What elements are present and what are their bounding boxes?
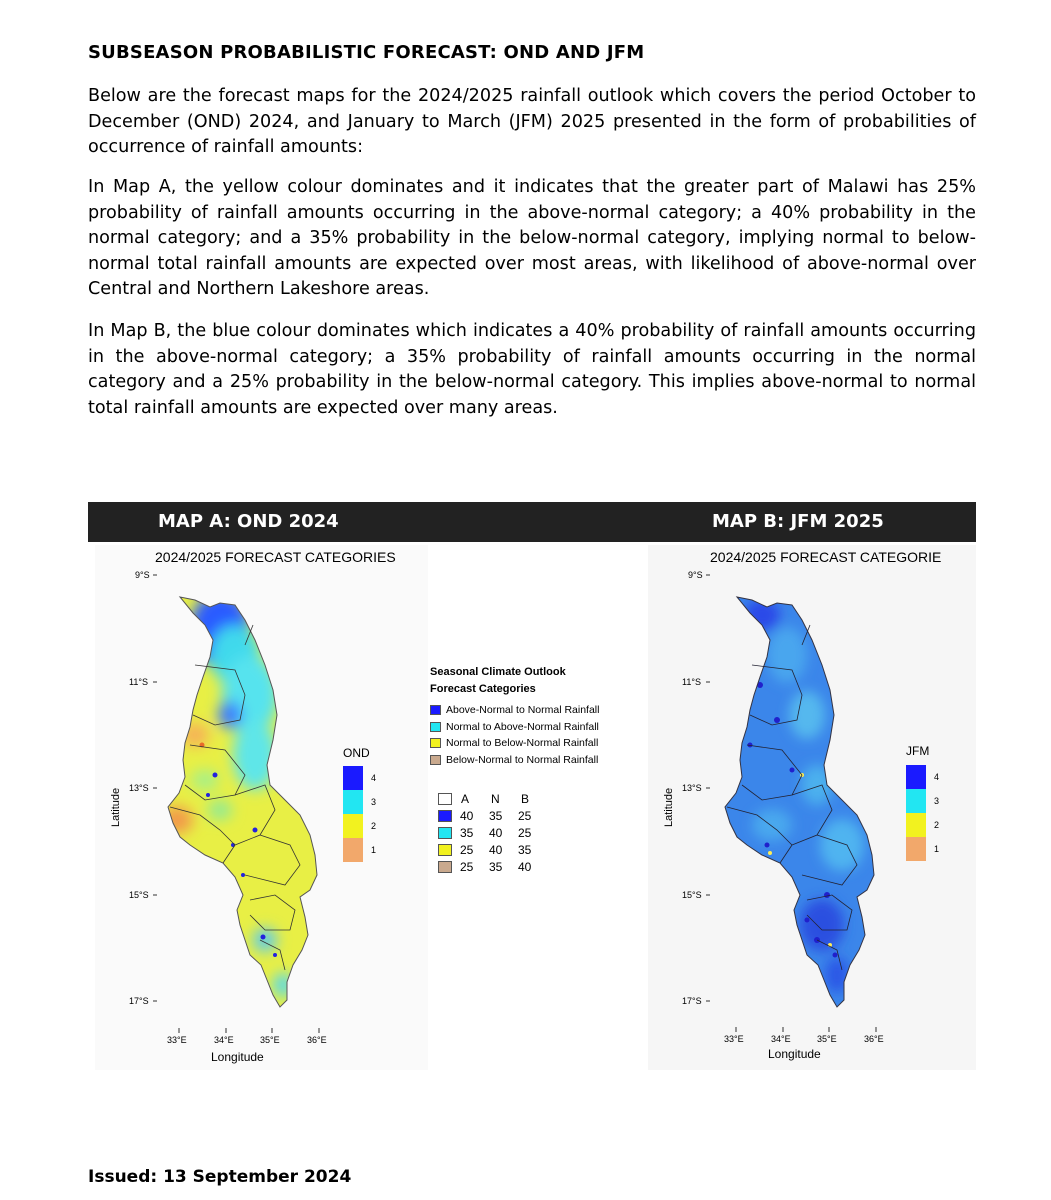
map-a-legend-title: OND	[343, 746, 370, 760]
lat-tick: 15°S	[682, 890, 702, 900]
legend-value: 1	[371, 845, 377, 855]
legend-value: 1	[934, 844, 940, 854]
map-title-bar	[88, 502, 976, 542]
lon-tick: 33°E	[167, 1035, 187, 1045]
outlook-legend	[430, 664, 630, 768]
section-heading: SUBSEASON PROBABILISTIC FORECAST: OND AND JFM	[88, 42, 645, 63]
map-b-bar-title: MAP B: JFM 2025	[712, 511, 884, 532]
intro-paragraph: Below are the forecast maps for the 2024/2025 rainfall outlook which covers the period October to December (OND) 2024, and January to March (JFM) 2025 presented in the form of probabilities of occurrence of rainfall amounts:	[88, 86, 976, 157]
map-b-paragraph: In Map B, the blue colour dominates which indicates a 40% probability of rainfall amounts occurring in the above-normal category; a 35% probability of rainfall amounts occurring in the normal category and a 25% probability in the below-normal category. This implies above-normal to normal total rainfall amounts are expected over many areas.	[88, 321, 976, 418]
lat-tick: 9°S	[135, 570, 150, 580]
outlook-legend-title: Seasonal Climate Outlook Forecast Categories	[430, 666, 566, 695]
probability-table-header: A N B	[438, 790, 550, 807]
map-b-ylabel: Latitude	[663, 787, 675, 827]
legend-swatch-3	[906, 789, 926, 813]
lon-tick: 36°E	[307, 1035, 327, 1045]
legend-swatch-2	[343, 814, 363, 838]
probability-table	[438, 790, 550, 875]
legend-swatch-4	[343, 766, 363, 790]
lat-tick: 17°S	[682, 996, 702, 1006]
legend-swatch-1	[906, 837, 926, 861]
map-b-legend-title: JFM	[906, 744, 930, 758]
legend-value: 4	[934, 772, 940, 782]
lat-tick: 17°S	[129, 996, 149, 1006]
probability-row: 40 35 25	[438, 807, 550, 824]
map-a-paragraph: In Map A, the yellow colour dominates and it indicates that the greater part of Malawi has 25% probability of rainfall amounts occurring in the above-normal category; a 40% probability in the normal category; and a 35% probability in the below-normal category, implying normal to below-normal total rainfall amounts are expected over most areas, with likelihood of above-normal over Central and Northern Lakeshore areas.	[88, 177, 976, 299]
lon-tick: 34°E	[214, 1035, 234, 1045]
legend-swatch-2	[906, 813, 926, 837]
lon-tick: 35°E	[260, 1035, 280, 1045]
lat-tick: 13°S	[129, 783, 149, 793]
legend-swatch-4	[906, 765, 926, 789]
issued-date: Issued: 13 September 2024	[88, 1167, 352, 1187]
map-a-title: 2024/2025 FORECAST CATEGORIES	[155, 549, 396, 565]
map-a-bar-title: MAP A: OND 2024	[158, 511, 339, 532]
probability-row: 25 40 35	[438, 841, 550, 858]
map-b-xlabel: Longitude	[768, 1047, 821, 1061]
legend-item: Normal to Above-Normal Rainfall	[430, 719, 630, 736]
legend-value: 3	[371, 797, 377, 807]
lon-tick: 35°E	[817, 1034, 837, 1044]
probability-row: 25 35 40	[438, 858, 550, 875]
legend-swatch-3	[343, 790, 363, 814]
lat-tick: 11°S	[682, 677, 701, 687]
legend-value: 2	[934, 820, 940, 830]
legend-item: Normal to Below-Normal Rainfall	[430, 735, 630, 752]
lon-tick: 33°E	[724, 1034, 744, 1044]
legend-value: 4	[371, 773, 377, 783]
legend-swatch-1	[343, 838, 363, 862]
map-a-xlabel: Longitude	[211, 1050, 264, 1064]
legend-value: 2	[371, 821, 377, 831]
map-b	[648, 545, 976, 1070]
map-a-ylabel: Latitude	[110, 787, 122, 827]
legend-item: Below-Normal to Normal Rainfall	[430, 752, 630, 769]
lat-tick: 13°S	[682, 783, 702, 793]
lat-tick: 11°S	[129, 677, 148, 687]
lon-tick: 34°E	[771, 1034, 791, 1044]
lat-tick: 15°S	[129, 890, 149, 900]
map-a	[95, 545, 428, 1070]
lat-tick: 9°S	[688, 570, 703, 580]
map-b-title: 2024/2025 FORECAST CATEGORIE	[710, 549, 942, 565]
probability-row: 35 40 25	[438, 824, 550, 841]
legend-item: Above-Normal to Normal Rainfall	[430, 702, 630, 719]
legend-value: 3	[934, 796, 940, 806]
lon-tick: 36°E	[864, 1034, 884, 1044]
